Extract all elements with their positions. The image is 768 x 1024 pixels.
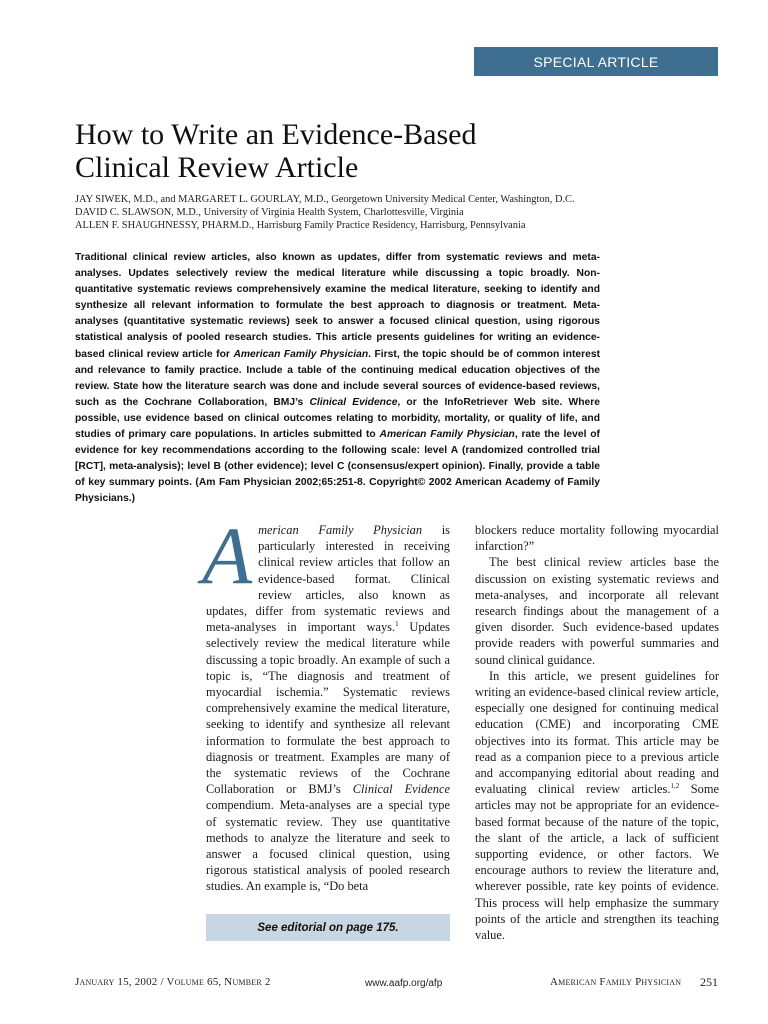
author-line: DAVID C. SLAWSON, M.D., University of Virginia Health System, Charlottesville, Virginia: [75, 207, 464, 218]
clinical-evidence-name: Clinical Evidence: [352, 782, 450, 797]
title-line-1: How to Write an Evidence-Based: [75, 118, 477, 151]
body-paragraph: blockers reduce mortality following myocardial infarction?”: [475, 523, 719, 554]
reference-marker: 1: [395, 620, 399, 629]
author-line: ALLEN F. SHAUGHNESSY, PHARM.D., Harrisburg Family Practice Residency, Harrisburg, Pennsylvania: [75, 220, 526, 231]
body-text: In this article, we present guidelines for writing an evidence-based clinical review article, especially one designed for continuing medical education (CME) and incorporating CME objectives into its format. This article may be read as a companion piece to a previous article and accompanying editorial about reading and evaluating clinical review articles.: [475, 668, 719, 797]
body-column-right: [475, 522, 719, 943]
page-number: 251: [700, 975, 718, 989]
body-text: Updates selectively review the medical literature while discussing a topic broadly. An example of such a topic is, “The diagnosis and treatment of myocardial ischemia.” Systematic reviews comprehensively examine the medical literature, seeking to identify and synthesize all relevant information to formulate the best approach to diagnosis or treatment. Examples are many of the systematic reviews of the Cochrane Collaboration or BMJ’s: [206, 620, 450, 797]
journal-name: American Family Physician: [379, 429, 515, 441]
article-title: [75, 118, 635, 184]
abstract-text: , rate the level of evidence for key recommendations according to the following scale: level A (randomized controlled trial [RCT], meta-analysis); level B (other evidence); level C (consensus/expert opinion). Finally, provide a table of key summary points. (Am Fam Physician 2002;65:251-8. Copyright© 2002 American Academy of Family Physicians.): [75, 429, 600, 505]
abstract-text: Traditional clinical review articles, also known as updates, differ from systematic reviews and meta-analyses. Updates selectively review the medical literature while discussing a topic broadly. Non-quantitative systematic reviews comprehensively examine the medical literature, seeking to identify and synthesize all relevant information to formulate the best approach to diagnosis or treatment. Meta-analyses (quantitative systematic reviews) seek to answer a focused clinical question, using rigorous statistical analysis of pooled research studies. This article presents guidelines for writing an evidence-based clinical review article for: [75, 252, 600, 360]
body-column-left: [202, 510, 450, 895]
journal-name: merican Family Physician: [258, 523, 423, 537]
body-paragraph: [202, 510, 450, 895]
drop-cap: A: [202, 510, 253, 601]
section-banner: SPECIAL ARTICLE: [474, 47, 718, 76]
editorial-note: See editorial on page 175.: [206, 914, 450, 941]
body-paragraph: The best clinical review articles base the discussion on existing systematic reviews and meta-analyses, and incorporate all relevant research findings about the management of a given disorder. Such evidence-based updates provide readers with powerful summaries and sound clinical guidance.: [475, 555, 719, 667]
clinical-evidence-name: Clinical Evidence: [309, 396, 398, 408]
body-text: compendium. Meta-analyses are a special type of systematic review. They use quantitative methods to analyze the literature and seek to answer a focused clinical question, using rigorous statistical analysis of pooled research studies. An example is, “Do beta: [206, 798, 450, 894]
abstract-text: , or the InfoRetriever Web site. Where possible, use evidence based on clinical outcomes relating to morbidity, mortality, or quality of life, and studies of primary care populations. In articles submitted to: [75, 396, 601, 441]
abstract: [75, 250, 600, 508]
author-line: JAY SIWEK, M.D., and MARGARET L. GOURLAY, M.D., Georgetown University Medical Center, Washington, D.C.: [75, 194, 575, 205]
body-text: is particularly interested in receiving clinical review articles that follow an evidence-based format. Clinical review articles, also known as updates, differ from systematic reviews and meta-analyses in important ways.: [206, 523, 450, 635]
footer-journal: American Family Physician: [550, 976, 682, 988]
abstract-text: . First, the topic should be of common interest and relevance to family practice. Include a table of the continuing medical education objectives of the review. State how the literature search was done and include several sources of evidence-based reviews, such as the Cochrane Collaboration, BMJ’s: [75, 348, 600, 408]
footer-url[interactable]: www.aafp.org/afp: [365, 978, 443, 989]
body-text: Some articles may not be appropriate for an evidence-based format because of the nature of the topic, the slant of the article, a lack of sufficient supporting evidence, or other factors. We encourage authors to review the literature and, wherever possible, rate key points of evidence. This process will help emphasize the summary points of the article and strengthen its teaching value.: [475, 782, 720, 943]
reference-marker: 1,2: [670, 782, 680, 791]
journal-name: American Family Physician: [233, 348, 369, 360]
title-line-2: Clinical Review Article: [75, 151, 359, 184]
body-paragraph: [475, 668, 719, 943]
footer-date: January 15, 2002 / Volume 65, Number 2: [75, 976, 271, 988]
author-list: [75, 193, 635, 232]
